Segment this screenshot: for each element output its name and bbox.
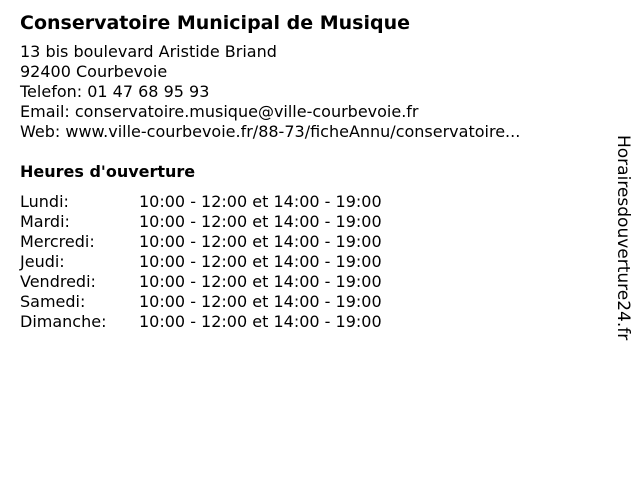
email-line: Email: conservatoire.musique@ville-courbevoie.fr	[20, 102, 419, 121]
opening-hours-table	[20, 192, 600, 332]
hours-row-thursday	[20, 252, 600, 272]
hours-time: 10:00 - 12:00 et 14:00 - 19:00	[139, 212, 382, 231]
hours-day: Jeudi:	[20, 252, 65, 271]
hours-day: Mardi:	[20, 212, 70, 231]
hours-day: Samedi:	[20, 292, 86, 311]
hours-day: Lundi:	[20, 192, 69, 211]
hours-time: 10:00 - 12:00 et 14:00 - 19:00	[139, 252, 382, 271]
hours-row-tuesday	[20, 212, 600, 232]
hours-time: 10:00 - 12:00 et 14:00 - 19:00	[139, 192, 382, 211]
opening-hours-heading: Heures d'ouverture	[20, 162, 196, 181]
hours-row-saturday	[20, 292, 600, 312]
hours-day: Vendredi:	[20, 272, 96, 291]
phone-line: Telefon: 01 47 68 95 93	[20, 82, 210, 101]
hours-row-friday	[20, 272, 600, 292]
site-watermark: Horairesdouverture24.fr	[613, 135, 633, 341]
hours-row-sunday	[20, 312, 600, 332]
hours-time: 10:00 - 12:00 et 14:00 - 19:00	[139, 312, 382, 331]
hours-day: Mercredi:	[20, 232, 95, 251]
hours-time: 10:00 - 12:00 et 14:00 - 19:00	[139, 232, 382, 251]
business-name: Conservatoire Municipal de Musique	[20, 12, 410, 34]
business-card	[20, 10, 600, 332]
website-line: Web: www.ville-courbevoie.fr/88-73/ficheAnnu/conservatoire...	[20, 122, 521, 141]
hours-row-wednesday	[20, 232, 600, 252]
address-line-street: 13 bis boulevard Aristide Briand	[20, 42, 277, 61]
hours-day: Dimanche:	[20, 312, 107, 331]
hours-time: 10:00 - 12:00 et 14:00 - 19:00	[139, 292, 382, 311]
hours-time: 10:00 - 12:00 et 14:00 - 19:00	[139, 272, 382, 291]
hours-row-monday	[20, 192, 600, 212]
address-line-city: 92400 Courbevoie	[20, 62, 168, 81]
